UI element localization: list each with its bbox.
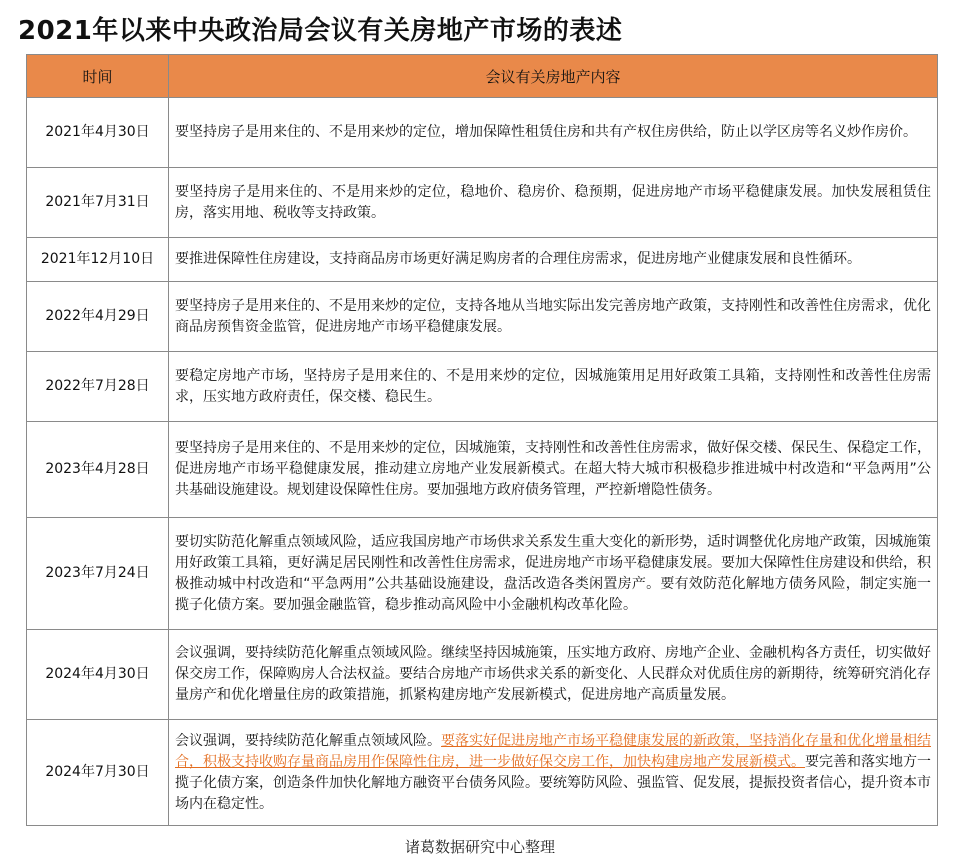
row-date: 2023年7月24日 <box>27 518 169 630</box>
table-row <box>27 422 938 518</box>
page-title: 2021年以来中央政治局会议有关房地产市场的表述 <box>18 16 623 46</box>
table-row <box>27 352 938 422</box>
table-row <box>27 720 938 826</box>
row-date: 2021年4月30日 <box>27 98 169 168</box>
row-content: 要坚持房子是用来住的、不是用来炒的定位，因城施策，支持刚性和改善性住房需求，做好保交楼、保民生、保稳定工作，促进房地产市场平稳健康发展，推动建立房地产业发展新模式。在超大特大城市积极稳步推进城中村改造和“平急两用”公共基础设施建设。规划建设保障性住房。要加强地方政府债务管理，严控新增隐性债务。 <box>169 422 938 518</box>
row-content: 要坚持房子是用来住的、不是用来炒的定位，增加保障性租赁住房和共有产权住房供给，防止以学区房等名义炒作房价。 <box>169 98 938 168</box>
row-content: 要坚持房子是用来住的、不是用来炒的定位，稳地价、稳房价、稳预期，促进房地产市场平稳健康发展。加快发展租赁住房，落实用地、税收等支持政策。 <box>169 168 938 238</box>
row-content-tail: 要完善和落实地方一揽子化债方案，创造条件加快化解地方融资平台债务风险。要统筹防风险、强监管、促发展，提振投资者信心，提升资本市场内在稳定性。 <box>175 753 931 812</box>
row-date: 2021年12月10日 <box>27 238 169 282</box>
header-content: 会议有关房地产内容 <box>169 55 938 98</box>
row-date: 2023年4月28日 <box>27 422 169 518</box>
row-content-mixed <box>169 720 938 826</box>
row-content: 会议强调，要持续防范化解重点领域风险。继续坚持因城施策，压实地方政府、房地产企业、金融机构各方责任，切实做好保交房工作，保障购房人合法权益。要结合房地产市场供求关系的新变化、人民群众对优质住房的新期待，统筹研究消化存量房产和优化增量住房的政策措施，抓紧构建房地产发展新模式，促进房地产高质量发展。 <box>169 630 938 720</box>
row-content: 要切实防范化解重点领域风险，适应我国房地产市场供求关系发生重大变化的新形势，适时调整优化房地产政策，因城施策用好政策工具箱，更好满足居民刚性和改善性住房需求，促进房地产市场平稳健康发展。要加大保障性住房建设和供给，积极推动城中村改造和“平急两用”公共基础设施建设，盘活改造各类闲置房产。要有效防范化解地方债务风险，制定实施一揽子化债方案。要加强金融监管，稳步推动高风险中小金融机构改革化险。 <box>169 518 938 630</box>
table-row <box>27 630 938 720</box>
row-date: 2024年7月30日 <box>27 720 169 826</box>
policy-table <box>26 54 938 826</box>
row-date: 2024年4月30日 <box>27 630 169 720</box>
table-row <box>27 238 938 282</box>
row-date: 2022年4月29日 <box>27 282 169 352</box>
row-content: 要推进保障性住房建设，支持商品房市场更好满足购房者的合理住房需求，促进房地产业健康发展和良性循环。 <box>169 238 938 282</box>
table-row <box>27 282 938 352</box>
table-row <box>27 168 938 238</box>
source-note: 诸葛数据研究中心整理 <box>404 838 555 856</box>
row-content: 会议强调，要持续防范化解重点领域风险。 <box>175 732 441 749</box>
row-date: 2022年7月28日 <box>27 352 169 422</box>
table-row <box>27 518 938 630</box>
row-content: 要坚持房子是用来住的、不是用来炒的定位，支持各地从当地实际出发完善房地产政策，支持刚性和改善性住房需求，优化商品房预售资金监管，促进房地产市场平稳健康发展。 <box>169 282 938 352</box>
row-date: 2021年7月31日 <box>27 168 169 238</box>
highlighted-text: 要落实好促进房地产市场平稳健康发展的新政策，坚持消化存量和优化增量相结合，积极支持收购存量商品房用作保障性住房，进一步做好保交房工作，加快构建房地产发展新模式。 <box>175 732 931 770</box>
table-row <box>27 98 938 168</box>
table-header-row <box>27 55 938 98</box>
row-content: 要稳定房地产市场，坚持房子是用来住的、不是用来炒的定位，因城施策用足用好政策工具箱，支持刚性和改善性住房需求，压实地方政府责任，保交楼、稳民生。 <box>169 352 938 422</box>
header-date: 时间 <box>27 55 169 98</box>
